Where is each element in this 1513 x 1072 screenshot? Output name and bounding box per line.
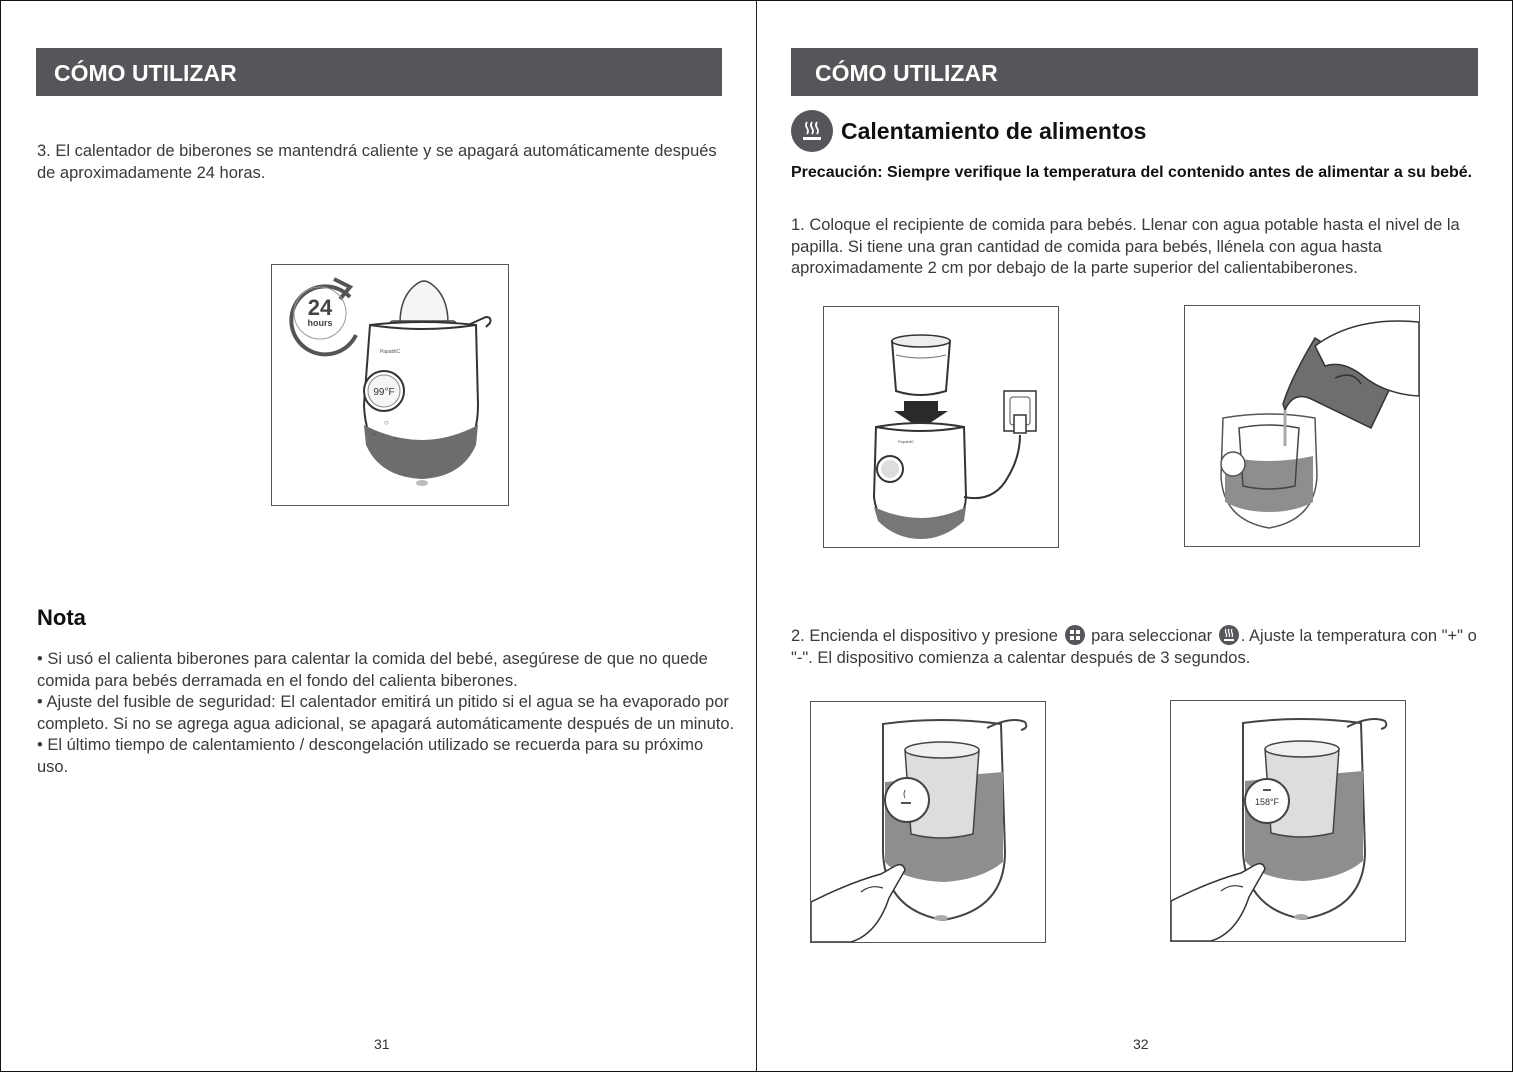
step-1-text: 1. Coloque el recipiente de comida para bebés. Llenar con agua potable hasta el nivel de la papilla. Si tiene una gran cantidad de comida para bebés, llénela con agua hasta aproximadamente 2 cm por debajo de la parte superior del calientabiberones. [791, 216, 1460, 277]
section-title [791, 109, 1146, 153]
hand-pointing-icon [1171, 864, 1265, 941]
svg-text:+: + [372, 430, 377, 439]
brand-logo: PapabliC [379, 349, 401, 355]
svg-text:–: – [394, 434, 399, 443]
section-title-text: Calentamiento de alimentos [841, 117, 1147, 144]
insert-container-illustration [824, 307, 1058, 547]
badge-unit: hours [307, 318, 333, 328]
svg-text:○: ○ [384, 418, 389, 427]
display-temp: 99°F [373, 387, 395, 398]
step-3-text: 3. El calentador de biberones se mantendrá caliente y se apagará automáticamente después de aproximadamente 24 horas. [37, 142, 717, 182]
control-dial [885, 778, 929, 822]
note-item: • Si usó el calienta biberones para calentar la comida del bebé, asegúrese de que no quede comida para bebés derramada en el fondo del calienta biberones. [37, 650, 708, 690]
figure-insert-container [823, 306, 1059, 548]
figure-adjust-temperature [1170, 700, 1406, 942]
power-cord [964, 435, 1020, 498]
plug [1014, 415, 1026, 433]
page-number: 31 [374, 1036, 390, 1052]
adjust-temperature-illustration [1171, 701, 1405, 941]
figure-pour-water [1184, 305, 1420, 547]
page-number: 32 [1133, 1036, 1149, 1052]
mode-button-icon [1065, 625, 1085, 645]
food-warming-icon [1219, 625, 1239, 645]
caution-text: Precaución: Siempre verifique la temperatura del contenido antes de alimentar a su bebé. [791, 164, 1473, 181]
note-item: • Ajuste del fusible de seguridad: El calentador emitirá un pitido si el agua se ha evaporado por completo. Si no se agrega agua adicional, se apagará automáticamente después de un minuto. [37, 693, 735, 733]
pour-water-illustration [1185, 306, 1419, 546]
food-warming-icon [791, 110, 833, 152]
bottle-warmer-24h-illustration [272, 265, 508, 505]
step-2-text: 2. Encienda el dispositivo y presione para seleccionar . Ajuste la temperatura con "+" o "-". El dispositivo comienza a calentar después de 3 segundos. [791, 627, 1477, 667]
figure-press-mode-button [810, 701, 1046, 943]
page-31 [1, 1, 756, 1071]
hand-pointing-icon [811, 865, 905, 942]
badge-number: 24 [307, 295, 333, 320]
section-header: CÓMO UTILIZAR [791, 48, 1478, 96]
display-temp: 158°F [1254, 797, 1280, 807]
note-item: • El último tiempo de calentamiento / descongelación utilizado se recuerda para su próximo uso. [37, 736, 704, 776]
note-title: Nota [37, 605, 86, 630]
bottle-nipple [400, 281, 448, 323]
svg-text:PapabliC: PapabliC [898, 439, 915, 444]
press-button-illustration [811, 702, 1045, 942]
section-header: CÓMO UTILIZAR [36, 48, 722, 96]
figure-24h-auto-off [271, 264, 509, 506]
note-list [37, 649, 737, 778]
page-32 [757, 1, 1512, 1071]
